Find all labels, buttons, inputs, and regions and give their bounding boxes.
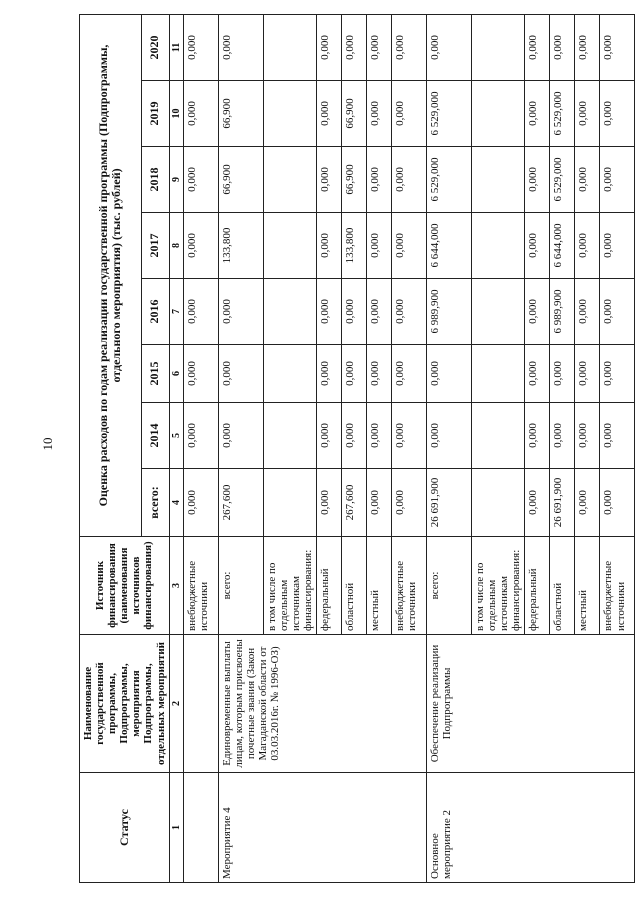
value-cell: 0,000 [342, 345, 367, 403]
value-cell: 0,000 [575, 345, 600, 403]
value-cell: 0,000 [575, 147, 600, 213]
value-cell [472, 14, 525, 80]
col-index: 2 [169, 635, 183, 773]
value-cell: 267,600 [342, 469, 367, 537]
col-index: 6 [169, 345, 183, 403]
value-cell: 66,900 [342, 81, 367, 147]
value-cell: 66,900 [218, 147, 263, 213]
value-cell: 0,000 [367, 14, 392, 80]
value-cell [263, 279, 316, 345]
value-cell [472, 81, 525, 147]
name-cell [183, 635, 218, 773]
source-cell: местный [575, 537, 600, 635]
header-name: Наименование государственной программы, Подпрограммы, мероприятия Подпрограммы, отдельных мероприятий [80, 635, 170, 773]
value-cell: 0,000 [427, 14, 472, 80]
table-landscape [79, 15, 627, 883]
name-cell: Единовременные выплаты лицам, которым присвоены почетные звания (Закон Магаданской области от 03.03.2016г. № 1996-ОЗ) [218, 635, 426, 773]
header-row-1 [80, 14, 142, 882]
table-row [427, 14, 472, 882]
name-cell: Обеспечение реализации Подпрограммы [427, 635, 635, 773]
value-cell: 0,000 [427, 403, 472, 469]
value-cell: 6 529,000 [550, 147, 575, 213]
value-cell: 6 989,900 [427, 279, 472, 345]
value-cell: 0,000 [218, 279, 263, 345]
value-cell: 0,000 [367, 279, 392, 345]
value-cell: 0,000 [183, 14, 218, 80]
header-source: Источник финансирования (наименования источников финансирования) [80, 537, 170, 635]
value-cell: 6 529,000 [427, 81, 472, 147]
value-cell: 0,000 [342, 403, 367, 469]
value-cell: 0,000 [575, 279, 600, 345]
value-cell: 0,000 [550, 403, 575, 469]
header-year: 2016 [141, 279, 169, 345]
value-cell: 133,800 [218, 213, 263, 279]
value-cell: 0,000 [367, 81, 392, 147]
value-cell: 0,000 [183, 345, 218, 403]
header-total: всего: [141, 469, 169, 537]
col-index: 11 [169, 14, 183, 80]
value-cell: 0,000 [367, 469, 392, 537]
value-cell: 0,000 [392, 469, 427, 537]
value-cell: 0,000 [183, 147, 218, 213]
header-status: Статус [80, 773, 170, 883]
status-cell: Мероприятие 4 [218, 773, 426, 883]
header-estimate: Оценка расходов по годам реализации государственной программы (Подпрограммы, отдельного мероприятия) (тыс. рублей) [80, 14, 142, 536]
value-cell: 0,000 [392, 81, 427, 147]
status-cell: Основное мероприятие 2 [427, 773, 635, 883]
source-cell: федеральный [317, 537, 342, 635]
value-cell: 0,000 [575, 81, 600, 147]
value-cell: 0,000 [317, 279, 342, 345]
source-cell: внебюджетные источники [183, 537, 218, 635]
value-cell: 0,000 [367, 345, 392, 403]
value-cell: 0,000 [317, 345, 342, 403]
table-row [218, 14, 263, 882]
source-cell: внебюджетные источники [600, 537, 635, 635]
col-index: 3 [169, 537, 183, 635]
value-cell [472, 469, 525, 537]
value-cell: 0,000 [525, 213, 550, 279]
source-cell: областной [550, 537, 575, 635]
page-number: 10 [40, 437, 55, 451]
value-cell: 0,000 [600, 279, 635, 345]
value-cell [472, 279, 525, 345]
col-index: 8 [169, 213, 183, 279]
value-cell: 0,000 [525, 279, 550, 345]
value-cell: 0,000 [392, 403, 427, 469]
value-cell: 26 691,900 [550, 469, 575, 537]
source-cell: всего: [218, 537, 263, 635]
value-cell: 6 989,900 [550, 279, 575, 345]
value-cell: 6 644,000 [427, 213, 472, 279]
source-cell: местный [367, 537, 392, 635]
header-year: 2015 [141, 345, 169, 403]
value-cell: 0,000 [392, 147, 427, 213]
value-cell [472, 345, 525, 403]
value-cell: 0,000 [525, 403, 550, 469]
value-cell: 0,000 [317, 213, 342, 279]
value-cell: 0,000 [600, 403, 635, 469]
value-cell: 66,900 [342, 147, 367, 213]
value-cell: 0,000 [550, 14, 575, 80]
value-cell: 66,900 [218, 81, 263, 147]
col-index: 4 [169, 469, 183, 537]
value-cell: 0,000 [342, 14, 367, 80]
header-year: 2020 [141, 14, 169, 80]
col-index: 7 [169, 279, 183, 345]
value-cell: 6 529,000 [427, 147, 472, 213]
value-cell: 0,000 [575, 403, 600, 469]
source-cell: областной [342, 537, 367, 635]
col-index: 10 [169, 81, 183, 147]
value-cell [263, 81, 316, 147]
value-cell: 0,000 [600, 345, 635, 403]
value-cell: 0,000 [575, 469, 600, 537]
value-cell: 0,000 [317, 147, 342, 213]
value-cell: 0,000 [600, 81, 635, 147]
value-cell: 6 644,000 [550, 213, 575, 279]
value-cell: 0,000 [218, 345, 263, 403]
value-cell: 0,000 [183, 469, 218, 537]
table-body [183, 14, 635, 882]
value-cell [263, 147, 316, 213]
value-cell: 0,000 [317, 469, 342, 537]
value-cell [263, 14, 316, 80]
value-cell: 0,000 [525, 345, 550, 403]
value-cell [472, 147, 525, 213]
col-index: 9 [169, 147, 183, 213]
status-cell [183, 773, 218, 883]
header-year: 2018 [141, 147, 169, 213]
table-wrapper [79, 15, 627, 883]
value-cell: 0,000 [367, 213, 392, 279]
finance-table [79, 14, 635, 883]
value-cell: 6 529,000 [550, 81, 575, 147]
value-cell [263, 403, 316, 469]
source-cell: в том числе по отдельным источникам финансирования: [472, 537, 525, 635]
header-year: 2019 [141, 81, 169, 147]
source-cell: всего: [427, 537, 472, 635]
value-cell [472, 403, 525, 469]
table-row [183, 14, 218, 882]
value-cell: 0,000 [600, 469, 635, 537]
value-cell: 0,000 [427, 345, 472, 403]
value-cell [472, 213, 525, 279]
source-cell: внебюджетные источники [392, 537, 427, 635]
value-cell: 0,000 [317, 14, 342, 80]
col-index: 1 [169, 773, 183, 883]
value-cell: 26 691,900 [427, 469, 472, 537]
value-cell [263, 345, 316, 403]
value-cell: 0,000 [392, 345, 427, 403]
column-index-row [169, 14, 183, 882]
value-cell: 0,000 [575, 213, 600, 279]
value-cell: 267,600 [218, 469, 263, 537]
value-cell [263, 213, 316, 279]
value-cell: 0,000 [183, 403, 218, 469]
value-cell: 0,000 [218, 403, 263, 469]
value-cell: 0,000 [550, 345, 575, 403]
value-cell: 0,000 [183, 279, 218, 345]
value-cell: 0,000 [600, 14, 635, 80]
value-cell: 0,000 [183, 213, 218, 279]
value-cell: 0,000 [392, 279, 427, 345]
value-cell [263, 469, 316, 537]
value-cell: 0,000 [525, 469, 550, 537]
value-cell: 133,800 [342, 213, 367, 279]
header-year: 2017 [141, 213, 169, 279]
value-cell: 0,000 [183, 81, 218, 147]
value-cell: 0,000 [575, 14, 600, 80]
value-cell: 0,000 [317, 81, 342, 147]
value-cell: 0,000 [367, 403, 392, 469]
value-cell: 0,000 [525, 14, 550, 80]
value-cell: 0,000 [317, 403, 342, 469]
value-cell: 0,000 [525, 147, 550, 213]
value-cell: 0,000 [525, 81, 550, 147]
value-cell: 0,000 [367, 147, 392, 213]
col-index: 5 [169, 403, 183, 469]
value-cell: 0,000 [600, 147, 635, 213]
value-cell: 0,000 [342, 279, 367, 345]
value-cell: 0,000 [218, 14, 263, 80]
source-cell: федеральный [525, 537, 550, 635]
value-cell: 0,000 [392, 14, 427, 80]
source-cell: в том числе по отдельным источникам финансирования: [263, 537, 316, 635]
value-cell: 0,000 [392, 213, 427, 279]
value-cell: 0,000 [600, 213, 635, 279]
header-year: 2014 [141, 403, 169, 469]
